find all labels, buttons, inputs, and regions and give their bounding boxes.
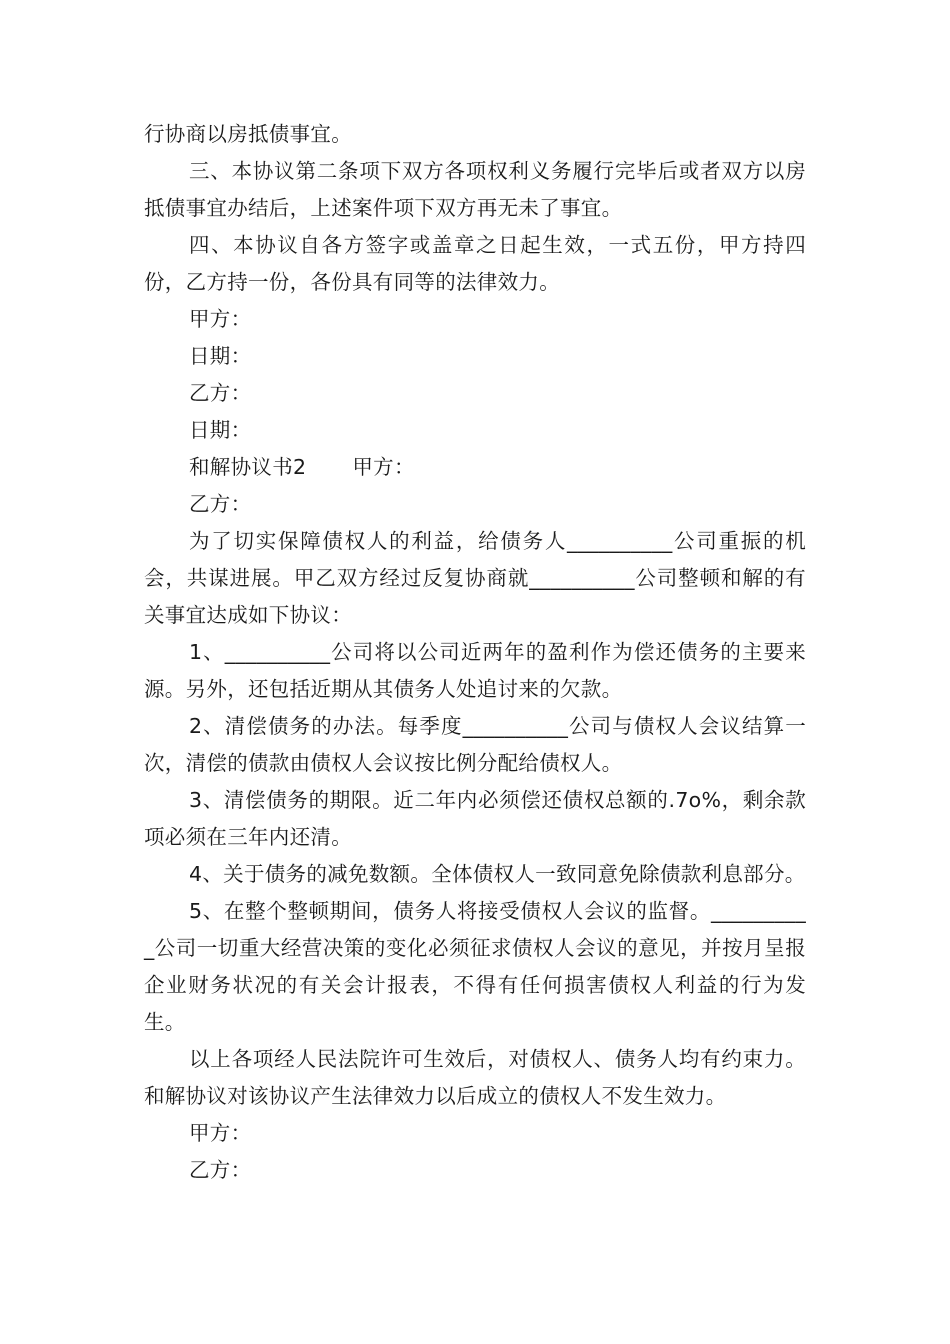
agreement-title: 和解协议书2	[189, 455, 307, 479]
date-label: 日期：	[189, 418, 252, 442]
clause-4: 4、关于债务的减免数额。全体债权人一致同意免除债款利息部分。	[189, 862, 806, 886]
clause-1: 1、__________公司将以公司近两年的盈利作为偿还债务的主要来源。另外，还包括近期从其债务人处追讨来的欠款。	[144, 640, 806, 701]
clause-four: 四、本协议自各方签字或盖章之日起生效，一式五份，甲方持四份，乙方持一份，各份具有同等的法律效力。	[144, 233, 806, 294]
clause-3: 3、清偿债务的期限。近二年内必须偿还债权总额的.7o%，剩余款项必须在三年内还清。	[144, 788, 806, 849]
paragraph-continuation: 行协商以房抵债事宜。	[144, 122, 352, 146]
party-a-label: 甲方：	[189, 1121, 252, 1145]
clause-three: 三、本协议第二条项下双方各项权利义务履行完毕后或者双方以房抵债事宜办结后，上述案件项下双方再无未了事宜。	[144, 159, 806, 220]
party-a-label: 甲方：	[189, 307, 252, 331]
agreement-title-line	[144, 449, 806, 486]
party-a-label: 甲方：	[352, 455, 415, 479]
document-body	[144, 116, 806, 1189]
closing-paragraph: 以上各项经人民法院许可生效后，对债权人、债务人均有约束力。和解协议对该协议产生法律效力以后成立的债权人不发生效力。	[144, 1047, 806, 1108]
clause-5: 5、在整个整顿期间，债务人将接受债权人会议的监督。__________公司一切重大经营决策的变化必须征求债权人会议的意见，并按月呈报企业财务状况的有关会计报表，不得有任何损害债权人利益的行为发生。	[144, 899, 806, 1034]
party-b-label: 乙方：	[189, 1158, 252, 1182]
preamble-paragraph: 为了切实保障债权人的利益，给债务人__________公司重振的机会，共谋进展。甲乙双方经过反复协商就__________公司整顿和解的有关事宜达成如下协议：	[144, 529, 806, 627]
clause-2: 2、清偿债务的办法。每季度__________公司与债权人会议结算一次，清偿的债款由债权人会议按比例分配给债权人。	[144, 714, 806, 775]
party-b-label: 乙方：	[189, 381, 252, 405]
party-b-label: 乙方：	[189, 492, 252, 516]
date-label: 日期：	[189, 344, 252, 368]
